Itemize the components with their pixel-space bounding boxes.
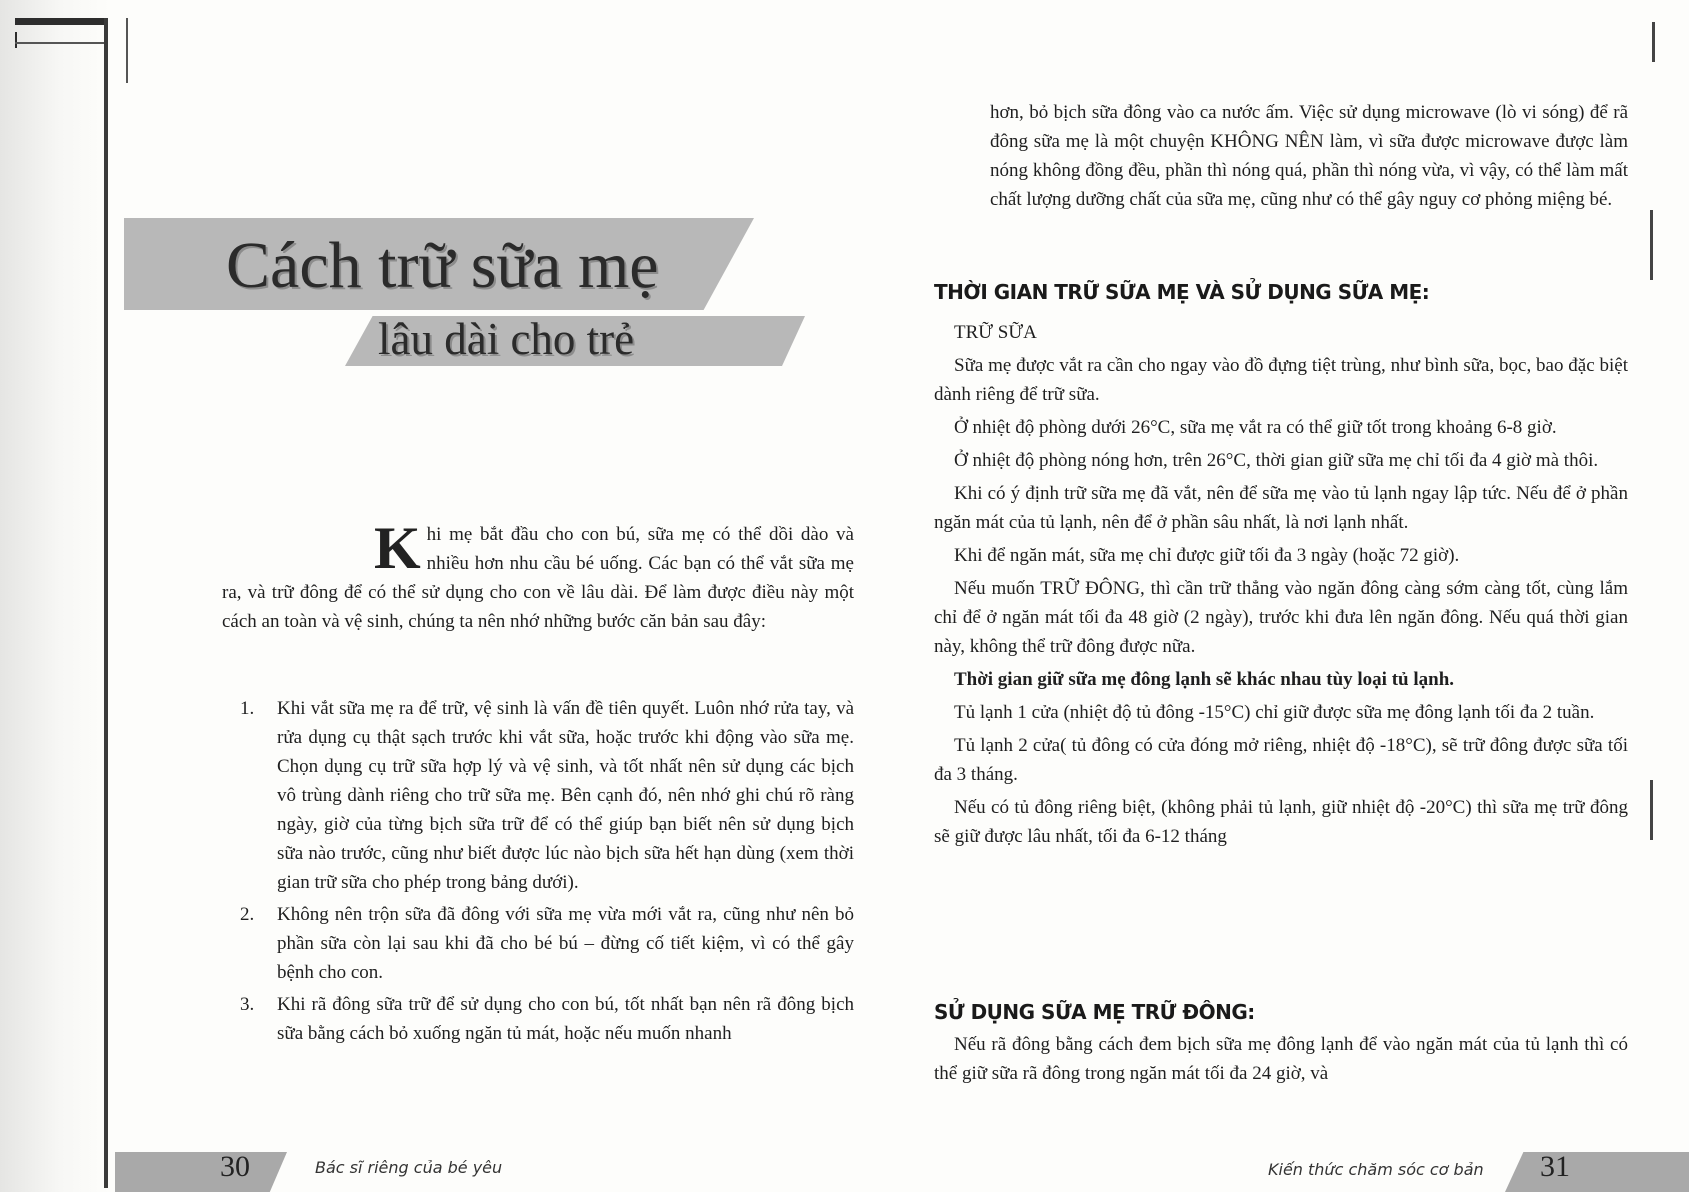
- list-item: [222, 990, 854, 1048]
- scan-corner-mark: [15, 42, 107, 44]
- paragraph: Sữa mẹ được vắt ra cần cho ngay vào đồ đựng tiệt trùng, như bình sữa, bọc, bao đặc biệt dành riêng để trữ sữa.: [934, 355, 1628, 405]
- scan-edge-mark: [1650, 780, 1653, 840]
- paragraph: Tủ lạnh 2 cửa( tủ đông có cửa đóng mở riêng, nhiệt độ -18°C), sẽ trữ đông được sữa tối đa 3 tháng.: [934, 735, 1628, 785]
- page-number: 31: [1540, 1150, 1570, 1183]
- page-border-line: [126, 18, 128, 83]
- subsection-label: TRỮ SỮA: [954, 322, 1037, 343]
- list-item-number: 3.: [240, 994, 255, 1015]
- running-head: Bác sĩ riêng của bé yêu: [315, 1158, 503, 1177]
- running-head: Kiến thức chăm sóc cơ bản: [1268, 1160, 1484, 1179]
- right-page: [880, 0, 1689, 1192]
- list-item-number: 2.: [240, 904, 255, 925]
- storage-section: [934, 318, 1628, 855]
- list-item-text: Khi vắt sữa mẹ ra để trữ, vệ sinh là vấn đề tiên quyết. Luôn nhớ rửa tay, và rửa dụng cụ thật sạch trước khi vắt sữa, hoặc trước khi động vào sữa mẹ. Chọn dụng cụ trữ sữa hợp lý và vệ sinh, và tốt nhất nên sử dụng các bịch vô trùng dành riêng cho trữ sữa mẹ. Bên cạnh đó, nên nhớ ghi chú rõ ràng ngày, giờ của từng bịch sữa trữ để có thể giúp bạn biết nên sử dụng bịch sữa nào trước, cũng như biết được lúc nào bịch sữa hết hạn dùng (xem thời gian trữ sữa cho phép trong bảng dưới).: [277, 698, 854, 893]
- scan-corner-mark: [15, 32, 17, 48]
- list-item: [222, 694, 854, 897]
- intro-paragraph: [222, 515, 854, 636]
- drop-cap: K: [374, 515, 421, 581]
- chapter-subtitle: lâu dài cho trẻ: [378, 314, 635, 364]
- scan-edge-mark: [1650, 210, 1653, 280]
- section-heading: THỜI GIAN TRỮ SỮA MẸ VÀ SỬ DỤNG SỮA MẸ:: [934, 280, 1430, 304]
- paragraph: Nếu có tủ đông riêng biệt, (không phải tủ lạnh, giữ nhiệt độ -20°C) thì sữa mẹ trữ đông sẽ giữ được lâu nhất, tối đa 6-12 tháng: [934, 797, 1628, 847]
- list-item: [222, 900, 854, 987]
- paragraph: Ở nhiệt độ phòng nóng hơn, trên 26°C, thời gian giữ sữa mẹ chỉ tối đa 4 giờ mà thôi.: [954, 450, 1599, 471]
- intro-text: hi mẹ bắt đầu cho con bú, sữa mẹ có thể dồi dào và nhiều hơn nhu cầu bé uống. Các bạn có thể vắt sữa mẹ ra, và trữ đông để có thể sử dụng cho con về lâu dài. Để làm được điều này một cách an toàn và vệ sinh, chúng ta nên nhớ những bước căn bản sau đây:: [222, 524, 854, 632]
- footer-banner: [1505, 1152, 1689, 1192]
- list-item-text: Không nên trộn sữa đã đông với sữa mẹ vừa mới vắt ra, cũng như nên bỏ phần sữa còn lại sau khi đã cho bé bú – đừng cố tiết kiệm, vì có thể gây bệnh cho con.: [277, 904, 854, 983]
- section-heading: SỬ DỤNG SỮA MẸ TRỮ ĐÔNG:: [934, 1000, 1255, 1024]
- page-number: 30: [220, 1150, 250, 1183]
- paragraph: Tủ lạnh 1 cửa (nhiệt độ tủ đông -15°C) chỉ giữ được sữa mẹ đông lạnh tối đa 2 tuần.: [954, 702, 1595, 723]
- page-border-line: [104, 18, 108, 1188]
- footer-banner: [115, 1152, 287, 1192]
- list-item-number: 1.: [240, 698, 255, 719]
- chapter-title: Cách trữ sữa mẹ: [226, 229, 659, 302]
- list-item-text: Khi rã đông sữa trữ để sử dụng cho con bú, tốt nhất bạn nên rã đông bịch sữa bằng cách bỏ xuống ngăn tủ mát, hoặc nếu muốn nhanh: [277, 994, 854, 1044]
- scan-edge-shadow: [0, 0, 110, 1192]
- paragraph: Nếu muốn TRỮ ĐÔNG, thì cần trữ thẳng vào ngăn đông càng sớm càng tốt, cùng lắm chỉ để ở ngăn mát tối đa 48 giờ (2 ngày), trước khi đưa lên ngăn đông. Nếu quá thời gian này, không thể trữ đông được nữa.: [934, 578, 1628, 657]
- scan-corner-mark: [15, 18, 107, 25]
- bold-note: Thời gian giữ sữa mẹ đông lạnh sẽ khác nhau tùy loại tủ lạnh.: [954, 669, 1455, 690]
- paragraph: Nếu rã đông bằng cách đem bịch sữa mẹ đông lạnh để vào ngăn mát của tủ lạnh thì có thể giữ sữa rã đông trong ngăn mát tối đa 24 giờ, và: [934, 1034, 1628, 1084]
- scan-edge-mark: [1652, 22, 1655, 62]
- paragraph: Ở nhiệt độ phòng dưới 26°C, sữa mẹ vắt ra có thể giữ tốt trong khoảng 6-8 giờ.: [954, 417, 1557, 438]
- paragraph: Khi có ý định trữ sữa mẹ đã vắt, nên để sữa mẹ vào tủ lạnh ngay lập tức. Nếu để ở phần ngăn mát của tủ lạnh, nên để ở phần sâu nhất, là nơi lạnh nhất.: [934, 483, 1628, 533]
- paragraph: Khi để ngăn mát, sữa mẹ chỉ được giữ tối đa 3 ngày (hoặc 72 giờ).: [954, 545, 1460, 566]
- continued-paragraph: hơn, bỏ bịch sữa đông vào ca nước ấm. Việc sử dụng microwave (lò vi sóng) để rã đông sữa mẹ là một chuyện KHÔNG NÊN làm, vì sữa được microwave được làm nóng không đồng đều, phần thì nóng quá, phần thì nóng vừa, vì vậy, có thể làm mất chất lượng dưỡng chất của sữa mẹ, cũng như có thể gây nguy cơ phỏng miệng bé.: [990, 102, 1628, 210]
- steps-list: [222, 694, 854, 1051]
